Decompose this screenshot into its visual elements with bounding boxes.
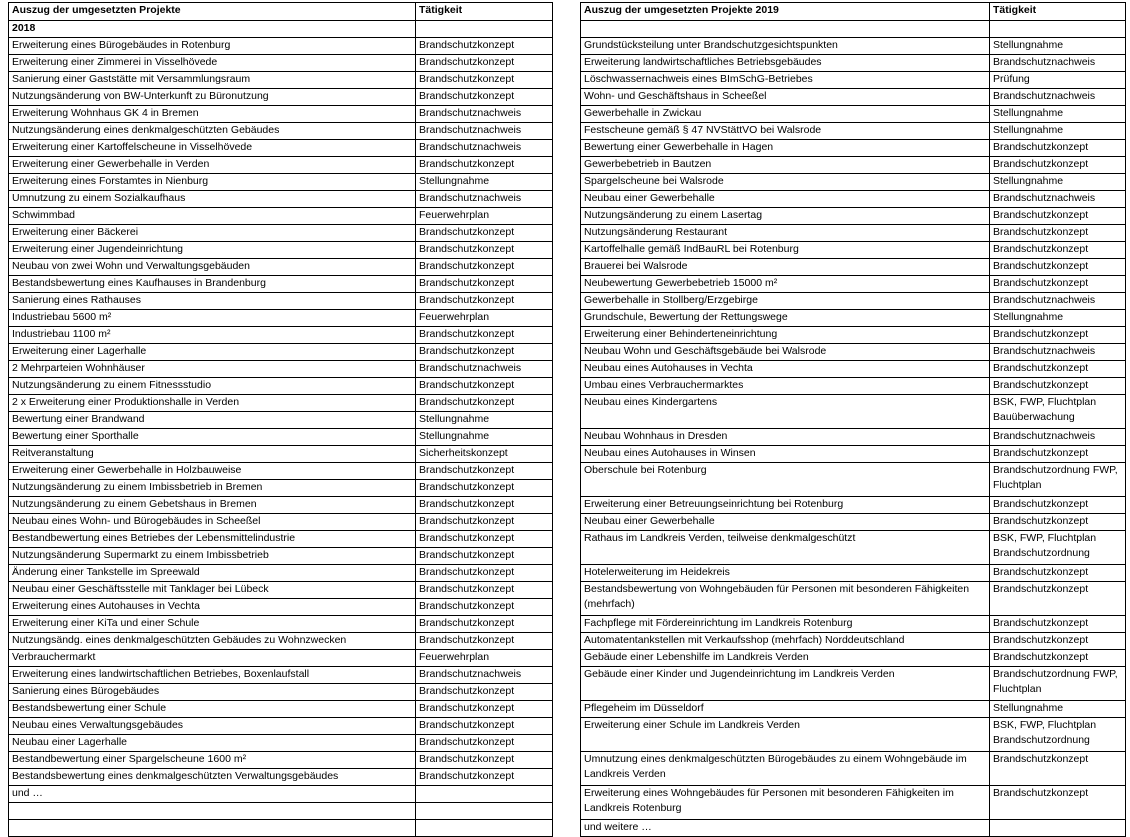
- header-project: Auszug der umgesetzten Projekte: [9, 3, 416, 21]
- table-row: [9, 259, 553, 276]
- activity-cell: Brandschutzkonzept: [990, 582, 1126, 616]
- activity-cell: Brandschutzkonzept: [416, 769, 553, 786]
- table-row: [581, 276, 1126, 293]
- year-row: [9, 21, 553, 38]
- project-cell: Erweiterung einer Bäckerei: [9, 225, 416, 242]
- project-cell: Nutzungsänderung eines denkmalgeschützten Gebäudes: [9, 123, 416, 140]
- project-cell: Erweiterung einer Betreuungseinrichtung bei Rotenburg: [581, 497, 990, 514]
- project-cell: Brauerei bei Walsrode: [581, 259, 990, 276]
- project-cell: und weitere …: [581, 820, 990, 837]
- activity-cell: Brandschutzkonzept: [990, 242, 1126, 259]
- table-row: [581, 106, 1126, 123]
- project-cell: 2 Mehrparteien Wohnhäuser: [9, 361, 416, 378]
- table-row: [9, 633, 553, 650]
- activity-cell: Brandschutznachweis: [990, 89, 1126, 106]
- project-cell: Bewertung einer Brandwand: [9, 412, 416, 429]
- project-cell: Erweiterung einer Behinderteneinrichtung: [581, 327, 990, 344]
- project-cell: Bestandbewertung eines Betriebes der Lebensmittelindustrie: [9, 531, 416, 548]
- activity-cell: Brandschutzkonzept: [416, 701, 553, 718]
- project-cell: Verbrauchermarkt: [9, 650, 416, 667]
- table-row: [9, 429, 553, 446]
- project-cell: Neubau einer Gewerbehalle: [581, 514, 990, 531]
- header-activity: Tätigkeit: [990, 3, 1126, 21]
- activity-cell: [990, 820, 1126, 837]
- activity-cell: Brandschutzkonzept: [416, 582, 553, 599]
- table-row: [9, 752, 553, 769]
- activity-cell: Brandschutzkonzept: [416, 38, 553, 55]
- activity-cell: Brandschutzkonzept: [416, 293, 553, 310]
- table-row: [9, 106, 553, 123]
- project-cell: Umnutzung eines denkmalgeschützten Bürogebäudes zu einem Wohngebäude im Landkreis Verden: [581, 752, 990, 786]
- activity-cell: Brandschutzkonzept: [416, 718, 553, 735]
- table-row: [581, 55, 1126, 72]
- project-cell: Erweiterung einer Gewerbehalle in Verden: [9, 157, 416, 174]
- activity-cell: Brandschutznachweis: [416, 123, 553, 140]
- table-row: [9, 531, 553, 548]
- activity-cell: Feuerwehrplan: [416, 310, 553, 327]
- year-activity-cell: [416, 21, 553, 38]
- project-cell: Neubau einer Geschäftsstelle mit Tanklager bei Lübeck: [9, 582, 416, 599]
- project-cell: Bestandbewertung einer Spargelscheune 1600 m²: [9, 752, 416, 769]
- table-row: [9, 565, 553, 582]
- project-cell: Sanierung einer Gaststätte mit Versammlungsraum: [9, 72, 416, 89]
- project-cell: Gewerbehalle in Zwickau: [581, 106, 990, 123]
- table-row: [581, 293, 1126, 310]
- table-row: [581, 752, 1126, 786]
- project-cell: Gebäude einer Lebenshilfe im Landkreis Verden: [581, 650, 990, 667]
- project-cell: Erweiterung Wohnhaus GK 4 in Bremen: [9, 106, 416, 123]
- table-row: [9, 497, 553, 514]
- project-cell: Schwimmbad: [9, 208, 416, 225]
- table-row: [581, 650, 1126, 667]
- activity-cell: Brandschutzkonzept: [416, 395, 553, 412]
- activity-cell: Brandschutzkonzept: [416, 72, 553, 89]
- activity-cell: Brandschutznachweis: [990, 293, 1126, 310]
- project-cell: [9, 820, 416, 837]
- project-cell: Bewertung einer Gewerbehalle in Hagen: [581, 140, 990, 157]
- project-cell: Erweiterung einer KiTa und einer Schule: [9, 616, 416, 633]
- project-cell: Nutzungsänderung zu einem Fitnessstudio: [9, 378, 416, 395]
- activity-cell: Brandschutznachweis: [416, 361, 553, 378]
- project-cell: Gewerbehalle in Stollberg/Erzgebirge: [581, 293, 990, 310]
- project-cell: Änderung einer Tankstelle im Spreewald: [9, 565, 416, 582]
- project-cell: Grundschule, Bewertung der Rettungswege: [581, 310, 990, 327]
- activity-cell: BSK, FWP, Fluchtplan Brandschutzordnung: [990, 531, 1126, 565]
- activity-cell: [416, 803, 553, 820]
- activity-cell: Brandschutzkonzept: [990, 565, 1126, 582]
- table-row: [9, 293, 553, 310]
- project-cell: Nutzungsänderung zu einem Gebetshaus in Bremen: [9, 497, 416, 514]
- project-cell: Hotelerweiterung im Heidekreis: [581, 565, 990, 582]
- activity-cell: Feuerwehrplan: [416, 208, 553, 225]
- project-cell: Nutzungsänderung von BW-Unterkunft zu Büronutzung: [9, 89, 416, 106]
- activity-cell: Prüfung: [990, 72, 1126, 89]
- activity-cell: Brandschutzkonzept: [990, 446, 1126, 463]
- table-row: [581, 72, 1126, 89]
- activity-cell: Brandschutzkonzept: [990, 752, 1126, 786]
- project-cell: Erweiterung einer Zimmerei in Visselhövede: [9, 55, 416, 72]
- activity-cell: Brandschutzkonzept: [990, 140, 1126, 157]
- project-cell: Industriebau 1100 m²: [9, 327, 416, 344]
- activity-cell: Brandschutznachweis: [416, 667, 553, 684]
- project-cell: Bestandsbewertung eines denkmalgeschützten Verwaltungsgebäudes: [9, 769, 416, 786]
- table-row: [9, 667, 553, 684]
- project-cell: Neubau Wohn und Geschäftsgebäude bei Walsrode: [581, 344, 990, 361]
- table-row: [9, 650, 553, 667]
- activity-cell: Sicherheitskonzept: [416, 446, 553, 463]
- table-row: [9, 174, 553, 191]
- table-row: [581, 174, 1126, 191]
- table-row: [581, 514, 1126, 531]
- project-cell: Erweiterung einer Kartoffelscheune in Visselhövede: [9, 140, 416, 157]
- table-row: [581, 259, 1126, 276]
- table-row: [9, 72, 553, 89]
- table-row: [9, 616, 553, 633]
- project-cell: Erweiterung eines Bürogebäudes in Rotenburg: [9, 38, 416, 55]
- table-row: [581, 667, 1126, 701]
- table-row: [9, 701, 553, 718]
- activity-cell: Brandschutzkonzept: [416, 344, 553, 361]
- project-cell: Bestandsbewertung von Wohngebäuden für Personen mit besonderen Fähigkeiten (mehrfach): [581, 582, 990, 616]
- header-project: Auszug der umgesetzten Projekte 2019: [581, 3, 990, 21]
- table-row: [9, 123, 553, 140]
- activity-cell: Brandschutzkonzept: [990, 378, 1126, 395]
- table-row: [9, 514, 553, 531]
- project-cell: Pflegeheim im Düsseldorf: [581, 701, 990, 718]
- project-cell: Reitveranstaltung: [9, 446, 416, 463]
- activity-cell: Brandschutzkonzept: [990, 327, 1126, 344]
- table-row: [9, 225, 553, 242]
- table-row: [9, 276, 553, 293]
- project-cell: Nutzungsänderung zu einem Lasertag: [581, 208, 990, 225]
- activity-cell: Feuerwehrplan: [416, 650, 553, 667]
- activity-cell: Brandschutzkonzept: [416, 480, 553, 497]
- activity-cell: Brandschutznachweis: [416, 106, 553, 123]
- table-row: [581, 378, 1126, 395]
- table-row: [581, 463, 1126, 497]
- activity-cell: Brandschutzkonzept: [416, 259, 553, 276]
- project-cell: Sanierung eines Bürogebäudes: [9, 684, 416, 701]
- activity-cell: Brandschutzkonzept: [416, 633, 553, 650]
- table-row: [9, 735, 553, 752]
- activity-cell: Brandschutzkonzept: [416, 514, 553, 531]
- table-row: [581, 140, 1126, 157]
- activity-cell: Brandschutzkonzept: [416, 735, 553, 752]
- activity-cell: [990, 21, 1126, 38]
- table-row: [581, 208, 1126, 225]
- project-cell: Erweiterung einer Gewerbehalle in Holzbauweise: [9, 463, 416, 480]
- project-cell: Umnutzung zu einem Sozialkaufhaus: [9, 191, 416, 208]
- table-row: [9, 412, 553, 429]
- project-cell: Industriebau 5600 m²: [9, 310, 416, 327]
- table-row: [9, 327, 553, 344]
- project-cell: Nutzungsänderung Restaurant: [581, 225, 990, 242]
- table-header-row: [9, 3, 553, 21]
- activity-cell: Brandschutzkonzept: [990, 361, 1126, 378]
- table-row: [9, 803, 553, 820]
- table-row: [581, 344, 1126, 361]
- project-cell: Erweiterung eines Forstamtes in Nienburg: [9, 174, 416, 191]
- project-cell: Erweiterung einer Jugendeinrichtung: [9, 242, 416, 259]
- projects-table-2019: [580, 2, 1126, 837]
- project-cell: Erweiterung landwirtschaftliches Betriebsgebäudes: [581, 55, 990, 72]
- project-cell: Wohn- und Geschäftshaus in Scheeßel: [581, 89, 990, 106]
- table-row: [9, 55, 553, 72]
- activity-cell: Brandschutzkonzept: [416, 242, 553, 259]
- project-cell: Neubau einer Lagerhalle: [9, 735, 416, 752]
- table-row: [581, 701, 1126, 718]
- table-row: [581, 89, 1126, 106]
- table-row: [9, 684, 553, 701]
- project-cell: und …: [9, 786, 416, 803]
- activity-cell: Brandschutzkonzept: [416, 225, 553, 242]
- table-row: [581, 531, 1126, 565]
- project-cell: Neubau eines Verwaltungsgebäudes: [9, 718, 416, 735]
- project-cell: Neubau einer Gewerbehalle: [581, 191, 990, 208]
- table-row: [9, 786, 553, 803]
- table-row: [581, 225, 1126, 242]
- activity-cell: Brandschutzkonzept: [990, 259, 1126, 276]
- activity-cell: Brandschutzkonzept: [416, 548, 553, 565]
- activity-cell: Stellungnahme: [990, 174, 1126, 191]
- table-row: [9, 208, 553, 225]
- activity-cell: Brandschutzkonzept: [990, 276, 1126, 293]
- activity-cell: Brandschutzkonzept: [416, 531, 553, 548]
- table-row: [581, 718, 1126, 752]
- table-row: [581, 582, 1126, 616]
- table-row: [9, 446, 553, 463]
- table-row: [9, 378, 553, 395]
- activity-cell: Stellungnahme: [990, 106, 1126, 123]
- activity-cell: Brandschutzkonzept: [990, 616, 1126, 633]
- table-row: [581, 361, 1126, 378]
- activity-cell: Brandschutznachweis: [990, 55, 1126, 72]
- activity-cell: Brandschutzkonzept: [416, 599, 553, 616]
- project-cell: Neubewertung Gewerbebetrieb 15000 m²: [581, 276, 990, 293]
- activity-cell: Brandschutzkonzept: [416, 55, 553, 72]
- activity-cell: Brandschutzkonzept: [990, 157, 1126, 174]
- table-row: [9, 157, 553, 174]
- project-cell: Nutzungsänderung zu einem Imbissbetrieb in Bremen: [9, 480, 416, 497]
- project-cell: Oberschule bei Rotenburg: [581, 463, 990, 497]
- activity-cell: Brandschutzkonzept: [990, 514, 1126, 531]
- table-row: [9, 344, 553, 361]
- activity-cell: Brandschutzkonzept: [416, 616, 553, 633]
- table-row: [581, 21, 1126, 38]
- table-row: [9, 769, 553, 786]
- activity-cell: Brandschutzkonzept: [990, 650, 1126, 667]
- table-row: [581, 820, 1126, 837]
- projects-table-2018: [8, 2, 553, 837]
- project-cell: Neubau eines Autohauses in Vechta: [581, 361, 990, 378]
- activity-cell: Brandschutzkonzept: [990, 225, 1126, 242]
- table-row: [9, 242, 553, 259]
- table-row: [9, 191, 553, 208]
- table-row: [581, 242, 1126, 259]
- table-row: [9, 480, 553, 497]
- project-cell: Festscheune gemäß § 47 NVStättVO bei Walsrode: [581, 123, 990, 140]
- table-row: [581, 310, 1126, 327]
- activity-cell: Brandschutznachweis: [990, 191, 1126, 208]
- activity-cell: Brandschutzkonzept: [416, 463, 553, 480]
- activity-cell: BSK, FWP, Fluchtplan Brandschutzordnung: [990, 718, 1126, 752]
- table-row: [9, 140, 553, 157]
- activity-cell: BSK, FWP, Fluchtplan Bauüberwachung: [990, 395, 1126, 429]
- activity-cell: Stellungnahme: [990, 310, 1126, 327]
- project-cell: 2 x Erweiterung einer Produktionshalle in Verden: [9, 395, 416, 412]
- table-row: [9, 718, 553, 735]
- activity-cell: Brandschutznachweis: [990, 429, 1126, 446]
- project-cell: Erweiterung eines Autohauses in Vechta: [9, 599, 416, 616]
- table-row: [581, 395, 1126, 429]
- project-cell: Erweiterung eines Wohngebäudes für Personen mit besonderen Fähigkeiten im Landkreis Rotenburg: [581, 786, 990, 820]
- activity-cell: Stellungnahme: [416, 412, 553, 429]
- table-row: [581, 429, 1126, 446]
- project-cell: Neubau eines Wohn- und Bürogebäudes in Scheeßel: [9, 514, 416, 531]
- activity-cell: [416, 820, 553, 837]
- activity-cell: Stellungnahme: [990, 123, 1126, 140]
- activity-cell: Brandschutznachweis: [416, 191, 553, 208]
- table-row: [9, 820, 553, 837]
- project-cell: [581, 21, 990, 38]
- table-row: [9, 395, 553, 412]
- table-row: [581, 157, 1126, 174]
- table-row: [581, 446, 1126, 463]
- table-row: [9, 548, 553, 565]
- activity-cell: Brandschutzkonzept: [990, 497, 1126, 514]
- project-cell: Bestandsbewertung eines Kaufhauses in Brandenburg: [9, 276, 416, 293]
- activity-cell: Brandschutzkonzept: [990, 208, 1126, 225]
- project-cell: Kartoffelhalle gemäß IndBauRL bei Rotenburg: [581, 242, 990, 259]
- project-cell: Bestandsbewertung einer Schule: [9, 701, 416, 718]
- table-row: [9, 582, 553, 599]
- project-cell: Erweiterung eines landwirtschaftlichen Betriebes, Boxenlaufstall: [9, 667, 416, 684]
- table-row: [9, 89, 553, 106]
- activity-cell: Brandschutzkonzept: [416, 157, 553, 174]
- activity-cell: Brandschutzkonzept: [416, 378, 553, 395]
- project-cell: Fachpflege mit Fördereinrichtung im Landkreis Rotenburg: [581, 616, 990, 633]
- table-row: [9, 599, 553, 616]
- table-row: [581, 123, 1126, 140]
- activity-cell: Brandschutzkonzept: [416, 752, 553, 769]
- year-label: 2018: [9, 21, 416, 38]
- project-cell: Nutzungsänderung Supermarkt zu einem Imbissbetrieb: [9, 548, 416, 565]
- project-cell: Neubau eines Kindergartens: [581, 395, 990, 429]
- project-cell: Rathaus im Landkreis Verden, teilweise denkmalgeschützt: [581, 531, 990, 565]
- table-row: [581, 786, 1126, 820]
- activity-cell: Brandschutzkonzept: [990, 633, 1126, 650]
- project-cell: Erweiterung einer Schule im Landkreis Verden: [581, 718, 990, 752]
- project-cell: Automatentankstellen mit Verkaufsshop (mehrfach) Norddeutschland: [581, 633, 990, 650]
- project-cell: Neubau Wohnhaus in Dresden: [581, 429, 990, 446]
- activity-cell: Brandschutzordnung FWP, Fluchtplan: [990, 463, 1126, 497]
- project-cell: Grundstücksteilung unter Brandschutzgesichtspunkten: [581, 38, 990, 55]
- activity-cell: Stellungnahme: [416, 429, 553, 446]
- activity-cell: [416, 786, 553, 803]
- activity-cell: Brandschutzkonzept: [416, 327, 553, 344]
- table-row: [581, 327, 1126, 344]
- activity-cell: Brandschutznachweis: [990, 344, 1126, 361]
- activity-cell: Brandschutzordnung FWP, Fluchtplan: [990, 667, 1126, 701]
- activity-cell: Brandschutzkonzept: [416, 684, 553, 701]
- table-row: [581, 38, 1126, 55]
- activity-cell: Stellungnahme: [990, 38, 1126, 55]
- activity-cell: Brandschutzkonzept: [416, 565, 553, 582]
- activity-cell: Brandschutzkonzept: [416, 497, 553, 514]
- table-row: [581, 497, 1126, 514]
- table-row: [9, 310, 553, 327]
- project-cell: Sanierung eines Rathauses: [9, 293, 416, 310]
- activity-cell: Brandschutznachweis: [416, 140, 553, 157]
- table-row: [9, 463, 553, 480]
- project-cell: Neubau eines Autohauses in Winsen: [581, 446, 990, 463]
- project-cell: Umbau eines Verbrauchermarktes: [581, 378, 990, 395]
- project-cell: Spargelscheune bei Walsrode: [581, 174, 990, 191]
- activity-cell: Brandschutzkonzept: [416, 89, 553, 106]
- project-cell: Gebäude einer Kinder und Jugendeinrichtung im Landkreis Verden: [581, 667, 990, 701]
- table-header-row: [581, 3, 1126, 21]
- project-cell: Erweiterung einer Lagerhalle: [9, 344, 416, 361]
- project-cell: [9, 803, 416, 820]
- activity-cell: Brandschutzkonzept: [416, 276, 553, 293]
- project-cell: Bewertung einer Sporthalle: [9, 429, 416, 446]
- header-activity: Tätigkeit: [416, 3, 553, 21]
- project-cell: Gewerbebetrieb in Bautzen: [581, 157, 990, 174]
- table-row: [581, 633, 1126, 650]
- activity-cell: Stellungnahme: [990, 701, 1126, 718]
- table-row: [581, 565, 1126, 582]
- table-row: [9, 38, 553, 55]
- project-cell: Löschwassernachweis eines BImSchG-Betriebes: [581, 72, 990, 89]
- project-cell: Nutzungsändg. eines denkmalgeschützten Gebäudes zu Wohnzwecken: [9, 633, 416, 650]
- table-row: [9, 361, 553, 378]
- activity-cell: Brandschutzkonzept: [990, 786, 1126, 820]
- project-cell: Neubau von zwei Wohn und Verwaltungsgebäuden: [9, 259, 416, 276]
- activity-cell: Stellungnahme: [416, 174, 553, 191]
- table-row: [581, 191, 1126, 208]
- table-row: [581, 616, 1126, 633]
